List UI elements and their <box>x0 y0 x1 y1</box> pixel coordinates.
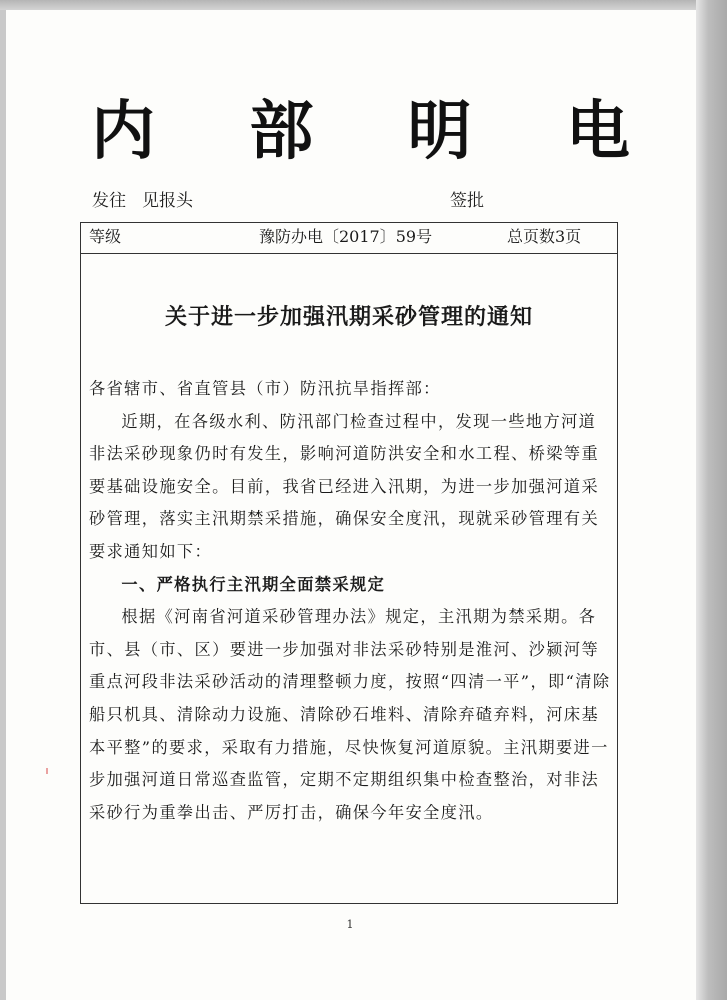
salutation: 各省辖市、省直管县（市）防汛抗旱指挥部： <box>89 379 441 398</box>
grade-label: 等级 <box>89 227 122 246</box>
document-title: 关于进一步加强汛期采砂管理的通知 <box>164 305 533 330</box>
intro-paragraph: 近期，在各级水利、防汛部门检查过程中，发现一些地方河道非法采砂现象仍时有发生，影响河道防洪安全和水工程、桥梁等重要基础设施安全。目前，我省已经进入汛期，为进一步加强河道采砂管理，落实主汛期禁采措施，确保安全度汛，现就采砂管理有关要求通知如下： <box>89 411 600 561</box>
send-to-value: 见报头 <box>142 191 193 211</box>
document-number: 豫防办电〔2017〕59号 <box>259 227 433 246</box>
section-paragraph: 根据《河南省河道采砂管理办法》规定，主汛期为禁采期。各市、县（市、区）要进一步加强对非法采砂特别是淮河、沙颍河等重点河段非法采砂活动的清理整顿力度，按照“四清一平”，即“清除船只机具、清除动力设施、清除砂石堆料、清除弃碴弃料，河床基本平整”的要求，采取有力措施，尽快恢复河道原貌。主汛期要进一步加强河道日常巡查监管，定期不定期组织集中检查整治，对非法采砂行为重拳出击、严厉打击，确保今年安全度汛。 <box>89 607 611 822</box>
page-number: 1 <box>346 918 354 931</box>
send-to-label: 发往 <box>92 191 126 211</box>
document-body <box>89 373 611 829</box>
info-row <box>81 223 617 254</box>
send-to-line <box>92 190 193 212</box>
document-frame <box>80 222 618 904</box>
scan-speck <box>46 768 48 774</box>
section-heading: 一、严格执行主汛期全面禁采规定 <box>121 574 386 594</box>
scan-top-edge <box>0 0 727 10</box>
approval-label: 签批 <box>450 191 484 211</box>
telegram-title: 内 部 明 电 <box>91 95 666 169</box>
total-pages: 总页数3页 <box>507 227 582 246</box>
